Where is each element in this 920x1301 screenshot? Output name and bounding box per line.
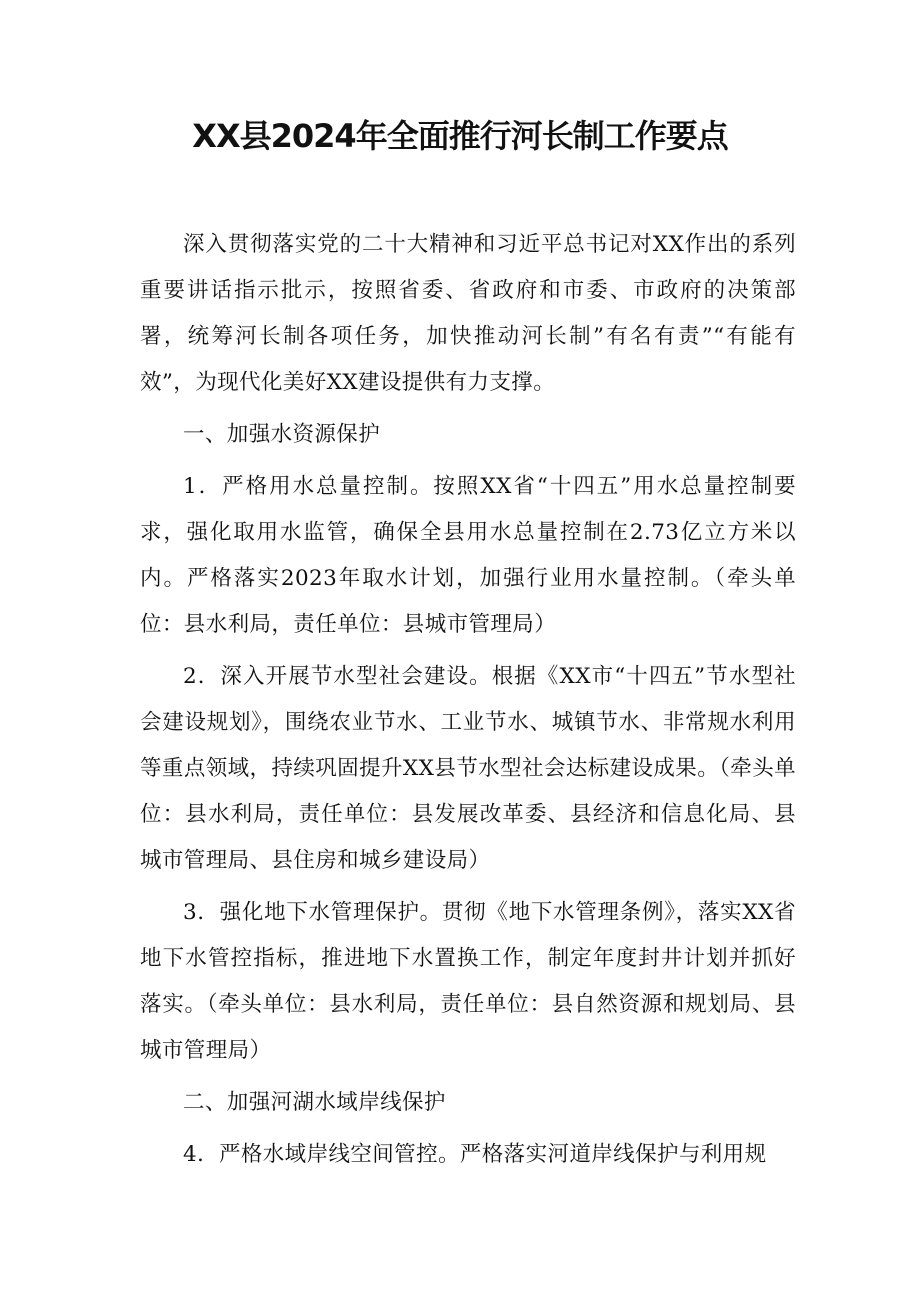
section-heading-2: 二、加强河湖水域岸线保护 <box>183 1090 446 1115</box>
intro-paragraph: 深入贯彻落实党的二十大精神和习近平总书记对XX作出的系列重要讲话指示批示，按照省委、省政府和市委、市政府的决策部署，统筹河长制各项任务，加快推动河长制”有名有责”“有能有效”，为现代化美好XX建设提供有力支撑。 <box>140 232 796 395</box>
section-1-item-2: 2．深入开展节水型社会建设。根据《XX市“十四五”节水型社会建设规划》，围绕农业节水、工业节水、城镇节水、非常规水利用等重点领域，持续巩固提升XX县节水型社会达标建设成果。（牵头单位：县水利局，责任单位：县发展改革委、县经济和信息化局、县城市管理局、县住房和城乡建设局） <box>140 664 796 873</box>
section-1-item-3: 3．强化地下水管理保护。贯彻《地下水管理条例》，落实XX省地下水管控指标，推进地下水置换工作，制定年度封井计划并抓好落实。（牵头单位：县水利局，责任单位：县自然资源和规划局、县城市管理局） <box>140 900 796 1063</box>
document-title: XX县2024年全面推行河长制工作要点 <box>192 117 728 155</box>
section-1-item-1: 1．严格用水总量控制。按照XX省“十四五”用水总量控制要求，强化取用水监管，确保全县用水总量控制在2.73亿立方米以内。严格落实2023年取水计划，加强行业用水量控制。（牵头单位：县水利局，责任单位：县城市管理局） <box>140 474 796 637</box>
document-body <box>140 222 796 1184</box>
section-heading-1: 一、加强水资源保护 <box>183 422 381 447</box>
section-2-item-4: 4．严格水域岸线空间管控。严格落实河道岸线保护与利用规 <box>183 1142 767 1167</box>
